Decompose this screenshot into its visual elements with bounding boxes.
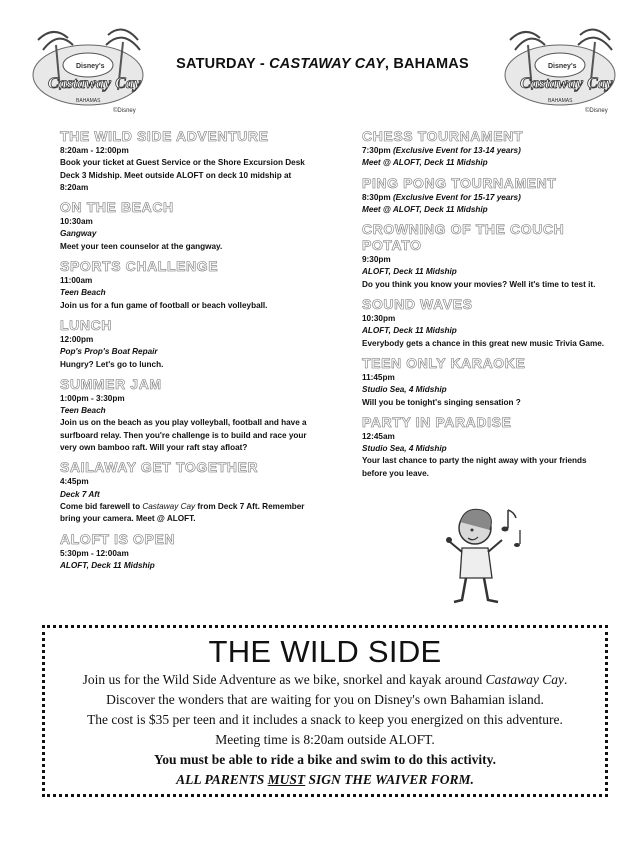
event-on-the-beach xyxy=(60,199,315,253)
svg-text:BAHAMAS: BAHAMAS xyxy=(76,98,101,104)
event-time: 11:00am xyxy=(60,276,93,286)
box-line: Discover the wonders that are waiting for you on Disney's own Bahamian island. xyxy=(106,692,544,707)
event-description xyxy=(60,501,315,526)
event-description: Meet your teen counselor at the gangway. xyxy=(60,241,223,251)
header-place: CASTAWAY CAY xyxy=(269,56,385,72)
event-title: SPORTS CHALLENGE xyxy=(60,258,219,275)
box-italic: Castaway Cay xyxy=(485,672,564,687)
svg-text:©Disney: ©Disney xyxy=(113,108,136,114)
event-description: Join us on the beach as you play volleyball, football and have a surfboard relay. Then you're challenge is to build and race your very own bamboo raft. Will your raft stay afloat? xyxy=(60,418,307,453)
page-header xyxy=(150,56,495,72)
event-time: 7:30pm xyxy=(362,146,391,155)
event-title: THE WILD SIDE ADVENTURE xyxy=(60,128,269,144)
event-time: 11:45pm xyxy=(362,372,395,382)
event-party-in-paradise xyxy=(362,414,607,480)
event-description: Will you be tonight's singing sensation ? xyxy=(362,397,521,407)
event-time-line xyxy=(362,145,607,157)
event-time: 10:30pm xyxy=(362,314,396,324)
description-text: Come bid farewell to xyxy=(60,501,143,511)
event-title: PING PONG TOURNAMENT xyxy=(362,174,557,191)
event-title: PARTY IN PARADISE xyxy=(362,413,512,430)
event-title: LUNCH xyxy=(60,316,112,333)
svg-text:Castaway Cay: Castaway Cay xyxy=(520,75,613,92)
event-time: 9:30pm xyxy=(362,255,391,265)
event-description: Hungry? Let's go to lunch. xyxy=(60,359,164,369)
event-wild-side-adventure xyxy=(60,128,315,194)
box-requirement: You must be able to ride a bike and swim to do this activity. xyxy=(153,752,497,767)
event-teen-only-karaoke xyxy=(362,355,607,409)
event-chess-tournament xyxy=(362,128,607,170)
box-text: . xyxy=(564,672,568,687)
event-ping-pong-tournament xyxy=(362,175,607,217)
event-sound-waves xyxy=(362,296,607,350)
event-location: ALOFT, Deck 11 Midship xyxy=(362,267,457,277)
event-aloft-is-open xyxy=(60,531,315,573)
box-line: Meeting time is 8:20am outside ALOFT. xyxy=(215,732,435,747)
event-sports-challenge xyxy=(60,258,315,312)
event-time: 4:45pm xyxy=(60,477,89,487)
event-description: Everybody gets a chance in this great new music Trivia Game. xyxy=(362,338,605,348)
svg-text:Castaway Cay: Castaway Cay xyxy=(48,75,141,92)
event-location: Meet @ ALOFT, Deck 11 Midship xyxy=(362,204,488,214)
event-time: 10:30am xyxy=(60,217,93,227)
event-location: Teen Beach xyxy=(60,288,106,298)
event-summer-jam xyxy=(60,376,315,454)
event-title: ALOFT IS OPEN xyxy=(60,530,176,547)
box-line: The cost is $35 per teen and it includes a snack to keep you energized on this adventure. xyxy=(87,712,563,727)
event-location: Studio Sea, 4 Midship xyxy=(362,444,447,454)
description-italic: Castaway Cay xyxy=(142,501,196,511)
event-title: SAILAWAY GET TOGETHER xyxy=(60,459,259,476)
box-text: ALL PARENTS xyxy=(176,772,268,787)
event-location: Deck 7 Aft xyxy=(60,489,100,499)
event-location: Studio Sea, 4 Midship xyxy=(362,385,447,395)
wild-side-info-box xyxy=(42,625,608,797)
event-time-line xyxy=(362,192,607,204)
event-crowning-couch-potato xyxy=(362,221,607,291)
box-waiver-notice xyxy=(45,770,605,790)
event-title: TEEN ONLY KARAOKE xyxy=(362,354,526,371)
event-description: Book your ticket at Guest Service or the Shore Excursion Desk Deck 3 Midship. Meet outside ALOFT on deck 10 midship at 8:20am xyxy=(60,158,305,192)
box-text: SIGN THE WAIVER FORM. xyxy=(305,772,474,787)
event-title: CROWNING OF THE COUCH POTATO xyxy=(362,221,565,254)
svg-text:BAHAMAS: BAHAMAS xyxy=(548,98,573,104)
svg-text:Disney's: Disney's xyxy=(548,63,577,70)
header-day: SATURDAY - xyxy=(176,56,270,72)
left-schedule-column xyxy=(60,128,315,577)
castaway-cay-logo-right xyxy=(500,20,620,120)
event-description: Join us for a fun game of football or beach volleyball. xyxy=(60,300,268,310)
box-title: THE WILD SIDE xyxy=(208,634,442,669)
event-location: Teen Beach xyxy=(60,406,106,416)
karaoke-singer-illustration xyxy=(440,500,530,610)
event-location: ALOFT, Deck 11 Midship xyxy=(60,560,155,570)
event-note: (Exclusive Event for 15-17 years) xyxy=(390,192,521,202)
event-location: Meet @ ALOFT, Deck 11 Midship xyxy=(362,158,488,168)
event-sailaway-get-together xyxy=(60,459,315,525)
event-title: CHESS TOURNAMENT xyxy=(362,128,524,144)
header-country: , BAHAMAS xyxy=(384,56,469,72)
box-text: Join us for the Wild Side Adventure as we bike, snorkel and kayak around xyxy=(82,672,486,687)
svg-text:©Disney: ©Disney xyxy=(585,108,608,114)
event-title: SOUND WAVES xyxy=(362,296,473,313)
event-title: ON THE BEACH xyxy=(60,199,174,216)
event-lunch xyxy=(60,317,315,371)
event-description: Your last chance to party the night away with your friends before you leave. xyxy=(362,456,587,478)
event-time: 5:30pm - 12:00am xyxy=(60,548,129,558)
event-location: ALOFT, Deck 11 Midship xyxy=(362,326,457,336)
event-time: 12:00pm xyxy=(60,334,94,344)
event-title: SUMMER JAM xyxy=(60,375,162,392)
event-location: Pop's Prop's Boat Repair xyxy=(60,347,158,357)
svg-text:Disney's: Disney's xyxy=(76,63,105,70)
event-time: 8:20am - 12:00pm xyxy=(60,146,129,155)
event-time: 1:00pm - 3:30pm xyxy=(60,393,125,403)
right-schedule-column xyxy=(362,128,607,485)
castaway-cay-logo-left xyxy=(28,20,148,120)
description-text: from Deck 7 Aft. Remember bring your camera. Meet @ ALOFT. xyxy=(60,501,305,524)
event-note: (Exclusive Event for 13-14 years) xyxy=(390,146,521,155)
event-location: Gangway xyxy=(60,229,97,239)
event-time: 8:30pm xyxy=(362,192,391,202)
box-line xyxy=(45,670,605,690)
event-description: Do you think you know your movies? Well it's time to test it. xyxy=(362,279,596,289)
event-time: 12:45am xyxy=(362,431,395,441)
box-underline: MUST xyxy=(267,772,306,787)
